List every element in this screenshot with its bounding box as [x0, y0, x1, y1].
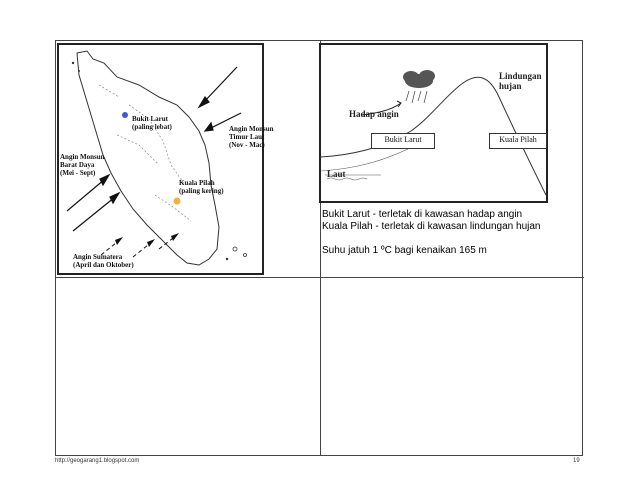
monsun-timur-laut-arrows: [199, 67, 241, 131]
laut-label: Laut: [327, 169, 346, 179]
page-number: 19: [573, 458, 580, 464]
footer-url: http://geogarang1.blogspot.com: [55, 458, 140, 464]
kuala-pilah-marker: [174, 198, 181, 205]
rain-icon: [406, 91, 427, 103]
peninsula-map: [57, 43, 274, 275]
kuala-pilah-tag: Kuala Pilah: [489, 133, 547, 149]
bukit-larut-description: Bukit Larut - terletak di kawasan hadap angin: [322, 209, 523, 220]
angin-sumatera-label: Angin Sumatera (April dan Oktober): [73, 253, 134, 269]
bukit-larut-map-label: Bukit Larut (paling lebat): [132, 115, 172, 131]
orographic-diagram: [319, 43, 548, 203]
monsun-barat-daya-arrows: [67, 175, 119, 231]
orographic-drawing: [321, 45, 546, 201]
temperature-lapse-rate: Suhu jatuh 1 ºC bagi kenaikan 165 m: [322, 245, 487, 256]
bukit-larut-tag: Bukit Larut: [371, 133, 435, 149]
table-divider-right: [320, 277, 584, 278]
monsun-timur-laut-label: Angin Monsun Timur Laut (Nov - Mac): [229, 125, 274, 149]
hadap-angin-label: Hadap angin: [349, 109, 399, 119]
cloud-icon: [403, 70, 435, 88]
bukit-larut-marker: [122, 112, 128, 118]
lindungan-hujan-label: Lindungan hujan: [499, 71, 542, 91]
monsun-barat-daya-label: Angin Monsun Barat Daya (Mei - Sept): [60, 153, 105, 177]
kuala-pilah-map-label: Kuala Pilah (paling kering): [179, 179, 224, 195]
kuala-pilah-description: Kuala Pilah - terletak di kawasan lindungan hujan: [322, 221, 541, 232]
table-divider-left: [56, 277, 320, 278]
